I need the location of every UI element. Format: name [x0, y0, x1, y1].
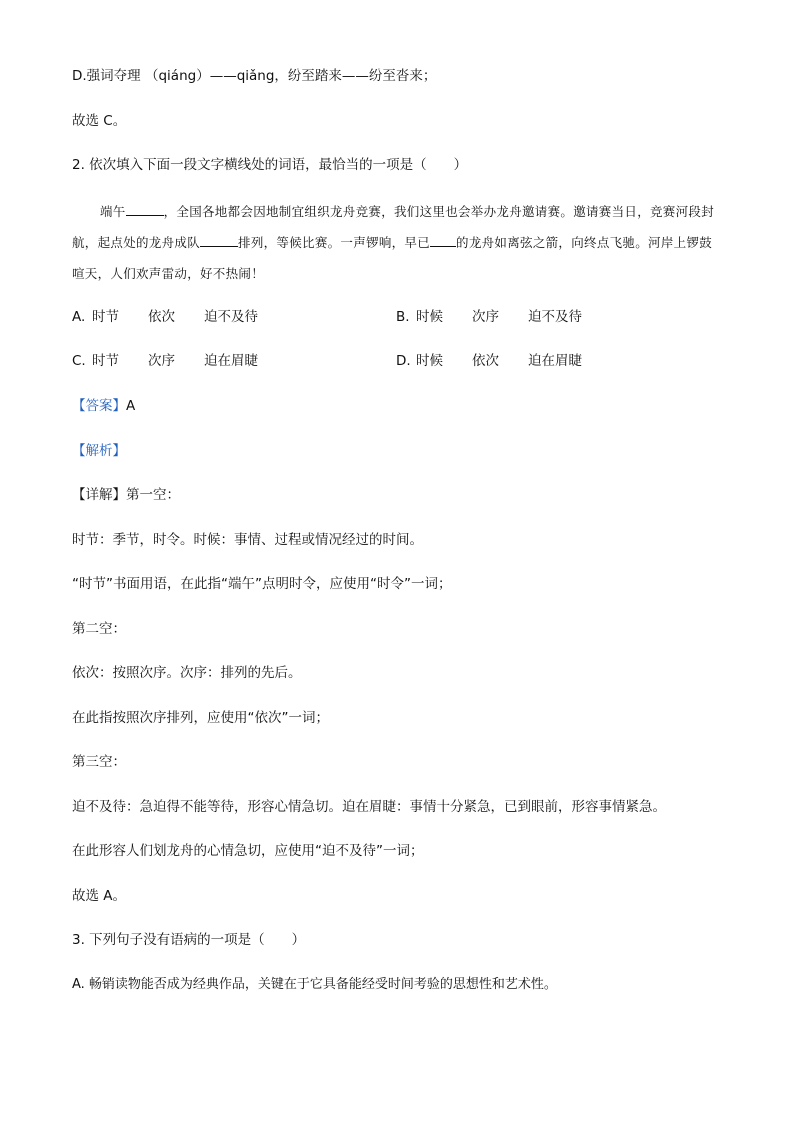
- question-2-stem: 2. 依次填入下面一段文字横线处的词语，最恰当的一项是（ ）: [72, 157, 468, 173]
- answer-value: A: [126, 398, 136, 414]
- question-3-stem: 3. 下列句子没有语病的一项是（ ）: [72, 932, 306, 948]
- question-2-passage: [72, 196, 722, 289]
- option-b-word-3: 迫不及待: [528, 309, 582, 325]
- option-c: [72, 351, 258, 371]
- option-b: [396, 307, 582, 327]
- detail-line: [72, 485, 180, 505]
- detail-text: 第一空：: [126, 487, 180, 503]
- option-d-label: D.: [396, 353, 411, 369]
- conclusion-a: 故选 A。: [72, 888, 127, 904]
- option-b-word-2: 次序: [472, 309, 499, 325]
- option-d-word-2: 依次: [472, 353, 499, 369]
- analysis-label: 【解析】: [72, 443, 126, 459]
- detail-label: 【详解】: [72, 487, 126, 503]
- blank-1: [126, 201, 164, 216]
- answer-line: [72, 396, 135, 416]
- explanation-line-5: 在此指按照次序排列，应使用“依次”一词；: [72, 710, 329, 726]
- explanation-line-7: 迫不及待：急迫得不能等待，形容心情急切。迫在眉睫：事情十分紧急，已到眼前，形容事情紧急。: [72, 799, 666, 815]
- question-3-option-a: A. 畅销读物能否成为经典作品，关键在于它具备能经受时间考验的思想性和艺术性。: [72, 977, 557, 992]
- blank-3: [430, 232, 456, 247]
- option-c-word-2: 次序: [148, 353, 175, 369]
- option-c-word-3: 迫在眉睫: [204, 353, 258, 369]
- explanation-line-2: “时节”书面用语，在此指“端午”点明时令，应使用“时令”一词；: [72, 576, 452, 592]
- conclusion-c: 故选 C。: [72, 113, 127, 129]
- explanation-line-3: 第二空：: [72, 621, 126, 637]
- option-b-label: B.: [396, 309, 410, 325]
- explanation-line-6: 第三空：: [72, 754, 126, 770]
- explanation-line-4: 依次：按照次序。次序：排列的先后。: [72, 665, 302, 681]
- answer-label: 【答案】: [72, 398, 126, 414]
- option-a-word-3: 迫不及待: [204, 309, 258, 325]
- explanation-line-8: 在此形容人们划龙舟的心情急切，应使用“迫不及待”一词；: [72, 843, 424, 859]
- option-d-word-3: 迫在眉睫: [528, 353, 582, 369]
- passage-text-3: 排列，等候比赛。一声锣响，早已: [238, 235, 431, 250]
- explanation-line-1: 时节：季节，时令。时候：事情、过程或情况经过的时间。: [72, 532, 423, 548]
- option-a: [72, 307, 258, 327]
- blank-2: [200, 232, 238, 247]
- option-d-explanation: D.强词夺理 （qiáng）——qiǎng，纷至踏来——纷至沓来；: [72, 68, 437, 84]
- passage-text-2: ，全国各地都会因地制宜组织龙舟竞赛，我们这里也会举办龙舟邀请赛。邀请赛当日，竞赛河段封航，起点处的龙舟成队: [72, 204, 715, 250]
- option-a-label: A.: [72, 309, 86, 325]
- option-d-word-1: 时候: [416, 353, 443, 369]
- passage-text-1: 端午: [100, 204, 126, 219]
- option-d: [396, 351, 582, 371]
- option-c-word-1: 时节: [92, 353, 119, 369]
- passage-text-4: 的龙舟如离弦之箭，向终点飞驰。河岸上锣鼓喧天，人们欢声雷动，好不热闹！: [72, 235, 713, 281]
- option-c-label: C.: [72, 353, 86, 369]
- option-b-word-1: 时候: [416, 309, 443, 325]
- option-a-word-1: 时节: [92, 309, 119, 325]
- option-a-word-2: 依次: [148, 309, 175, 325]
